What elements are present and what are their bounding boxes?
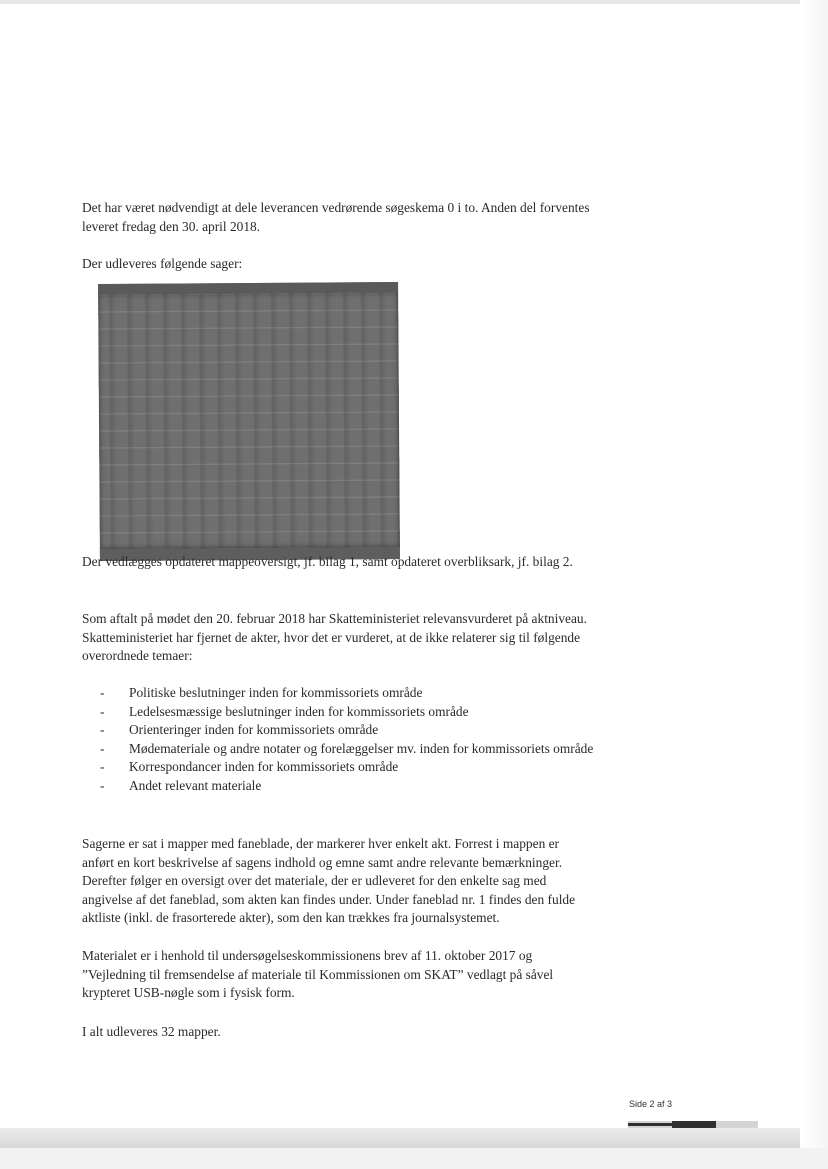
redacted-case-list bbox=[98, 282, 400, 561]
paragraph-delivery-split: Det har været nødvendigt at dele leverancen vedrørende søgeskema 0 i to. Anden del forventes leveret fredag den 30. april 2018. bbox=[82, 200, 590, 234]
paragraph-delivery-format: Materialet er i henhold til undersøgelseskommissionens brev af 11. oktober 2017 og ”Vejledning til fremsendelse af materiale til Kommissionen om SKAT” vedlagt på såvel krypteret USB-nøgle som i fysisk form. bbox=[82, 948, 554, 1000]
list-item-text: Mødemateriale og andre notater og forelæggelser mv. inden for kommissoriets område bbox=[129, 740, 594, 756]
list-dash: - bbox=[100, 722, 105, 738]
list-item-text: Orienteringer inden for kommissoriets område bbox=[129, 722, 379, 738]
paragraph-folder-structure: Sagerne er sat i mapper med faneblade, der markerer hver enkelt akt. Forrest i mappen er anført en kort beskrivelse af sagens indhold og emne samt andre relevante bemærkninger. Derefter følger en oversigt over det materiale, der er udleveret for den enkelte sag med angivelse af det faneblad, som akten kan findes under. Under faneblad nr. 1 findes den fulde aktliste (inkl. de frasorterede akter), som den kan trækkes fra journalsystemet. bbox=[82, 836, 576, 925]
footer-page-bar bbox=[628, 1121, 758, 1128]
list-item-text: Ledelsesmæssige beslutninger inden for kommissoriets område bbox=[129, 703, 469, 719]
scan-bottom-margin bbox=[0, 1148, 828, 1169]
paragraph-cases-intro: Der udleveres følgende sager: bbox=[82, 256, 243, 271]
list-dash: - bbox=[100, 740, 105, 756]
list-item bbox=[100, 703, 600, 722]
list-item-text: Politiske beslutninger inden for kommissoriets område bbox=[129, 685, 423, 700]
paragraph-attachments: Der vedlægges opdateret mappeoversigt, jf. bilag 1, samt opdateret overbliksark, jf. bilag 2. bbox=[82, 554, 573, 569]
footer-bar-marker bbox=[672, 1121, 716, 1128]
list-item bbox=[100, 684, 600, 703]
paragraph-folder-count: I alt udleveres 32 mapper. bbox=[82, 1024, 221, 1039]
list-item bbox=[100, 758, 600, 777]
list-dash: - bbox=[100, 685, 105, 700]
paragraph-relevance-assessment: Som aftalt på mødet den 20. februar 2018 har Skatteministeriet relevansvurderet på aktniveau. Skatteministeriet har fjernet de akter, hvor det er vurderet, at de ikke relaterer sig til følgende overordnede temaer: bbox=[82, 611, 587, 663]
list-item bbox=[100, 740, 600, 759]
scan-right-edge bbox=[800, 0, 828, 1169]
list-item-text: Korrespondancer inden for kommissoriets område bbox=[129, 759, 399, 775]
scan-top-edge bbox=[0, 0, 828, 4]
scan-bottom-edge bbox=[0, 1128, 800, 1148]
list-dash: - bbox=[100, 703, 105, 719]
list-item bbox=[100, 777, 600, 796]
topics-list bbox=[100, 684, 600, 796]
list-item-text: Andet relevant materiale bbox=[129, 777, 262, 793]
page-number: Side 2 af 3 bbox=[629, 1099, 673, 1109]
list-dash: - bbox=[100, 777, 105, 793]
list-dash: - bbox=[100, 759, 105, 775]
list-item bbox=[100, 721, 600, 740]
